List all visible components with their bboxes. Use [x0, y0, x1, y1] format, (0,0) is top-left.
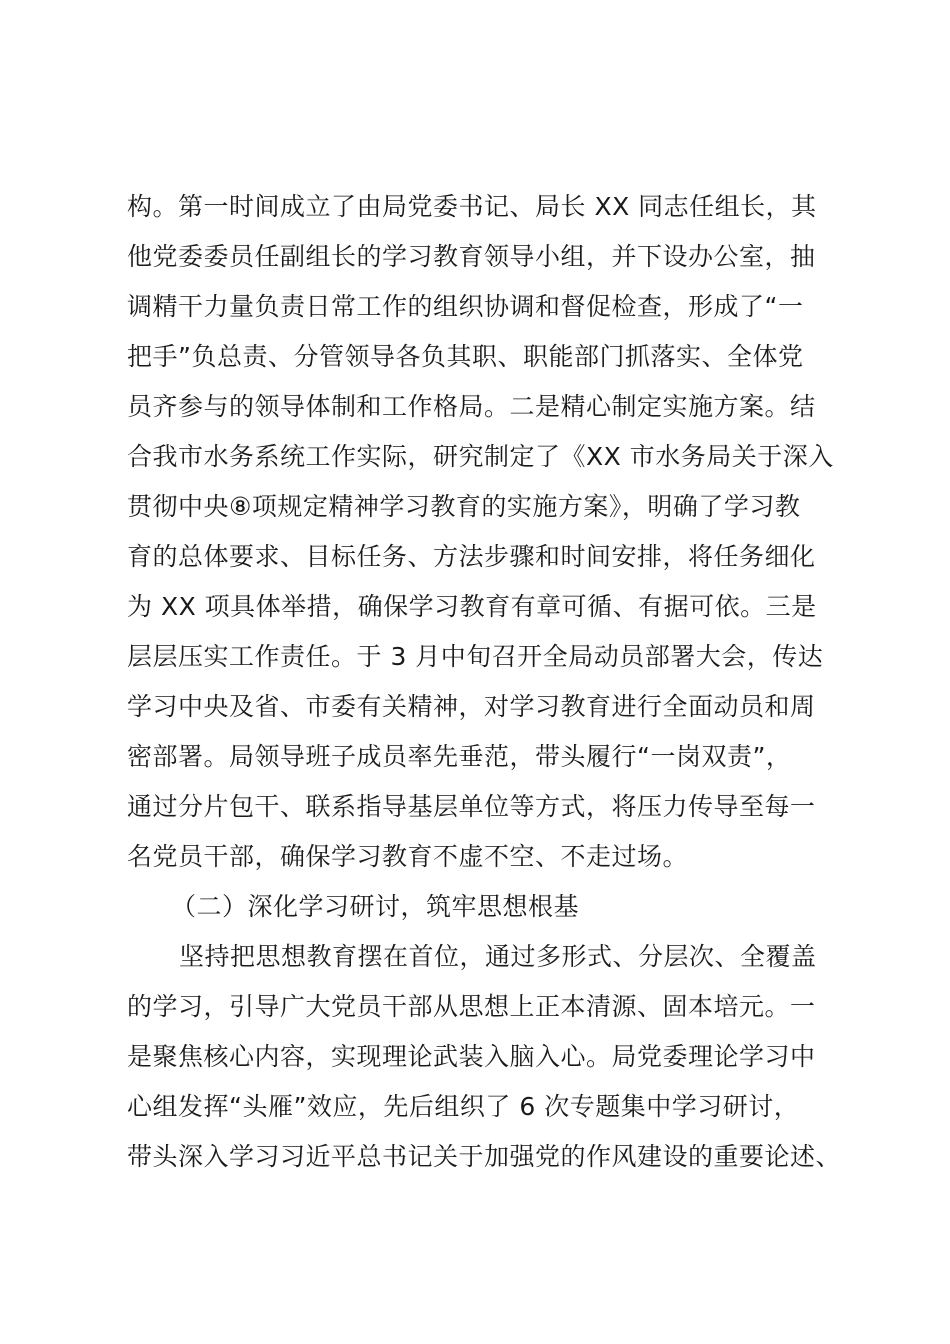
paragraph-line: 他党委委员任副组长的学习教育领导小组，并下设办公室，抽: [127, 242, 816, 271]
paragraph-line: 把手”负总责、分管领导各负其职、职能部门抓落实、全体党: [127, 342, 804, 371]
paragraph-line: 调精干力量负责日常工作的组织协调和督促检查，形成了“一: [127, 292, 804, 321]
paragraph-line: 贯彻中央⑧项规定精神学习教育的实施方案》，明确了学习教: [127, 492, 801, 521]
paragraph-line: 层层压实工作责任。于 3 月中旬召开全局动员部署大会，传达: [127, 642, 824, 671]
paragraph-line: 是聚焦核心内容，实现理论武装入脑入心。局党委理论学习中: [127, 1042, 816, 1071]
paragraph-line: 密部署。局领导班子成员率先垂范，带头履行“一岗双责”，: [127, 742, 792, 771]
paragraph-line: 为 XX 项具体举措，确保学习教育有章可循、有据可依。三是: [127, 592, 817, 621]
document-body: [127, 182, 847, 1182]
paragraph-line: 坚持把思想教育摆在首位，通过多形式、分层次、全覆盖: [179, 942, 817, 971]
paragraph-line: 的学习，引导广大党员干部从思想上正本清源、固本培元。一: [127, 992, 816, 1021]
paragraph-line: 名党员干部，确保学习教育不虚不空、不走过场。: [127, 842, 689, 871]
paragraph-line: 心组发挥“头雁”效应，先后组织了 6 次专题集中学习研讨，: [127, 1092, 800, 1121]
paragraph-line: 通过分片包干、联系指导基层单位等方式，将压力传导至每一: [127, 792, 816, 821]
paragraph-line: 学习中央及省、市委有关精神，对学习教育进行全面动员和周: [127, 692, 816, 721]
paragraph-line: 员齐参与的领导体制和工作格局。二是精心制定实施方案。结: [127, 392, 816, 421]
section-heading: （二）深化学习研讨，筑牢思想根基: [171, 892, 580, 921]
paragraph-line: 带头深入学习习近平总书记关于加强党的作风建设的重要论述、: [127, 1142, 842, 1171]
paragraph-line: 育的总体要求、目标任务、方法步骤和时间安排，将任务细化: [127, 542, 816, 571]
paragraph-line: 构。第一时间成立了由局党委书记、局长 XX 同志任组长，其: [127, 192, 817, 221]
paragraph-line: 合我市水务系统工作实际，研究制定了《XX 市水务局关于深入: [127, 442, 834, 471]
